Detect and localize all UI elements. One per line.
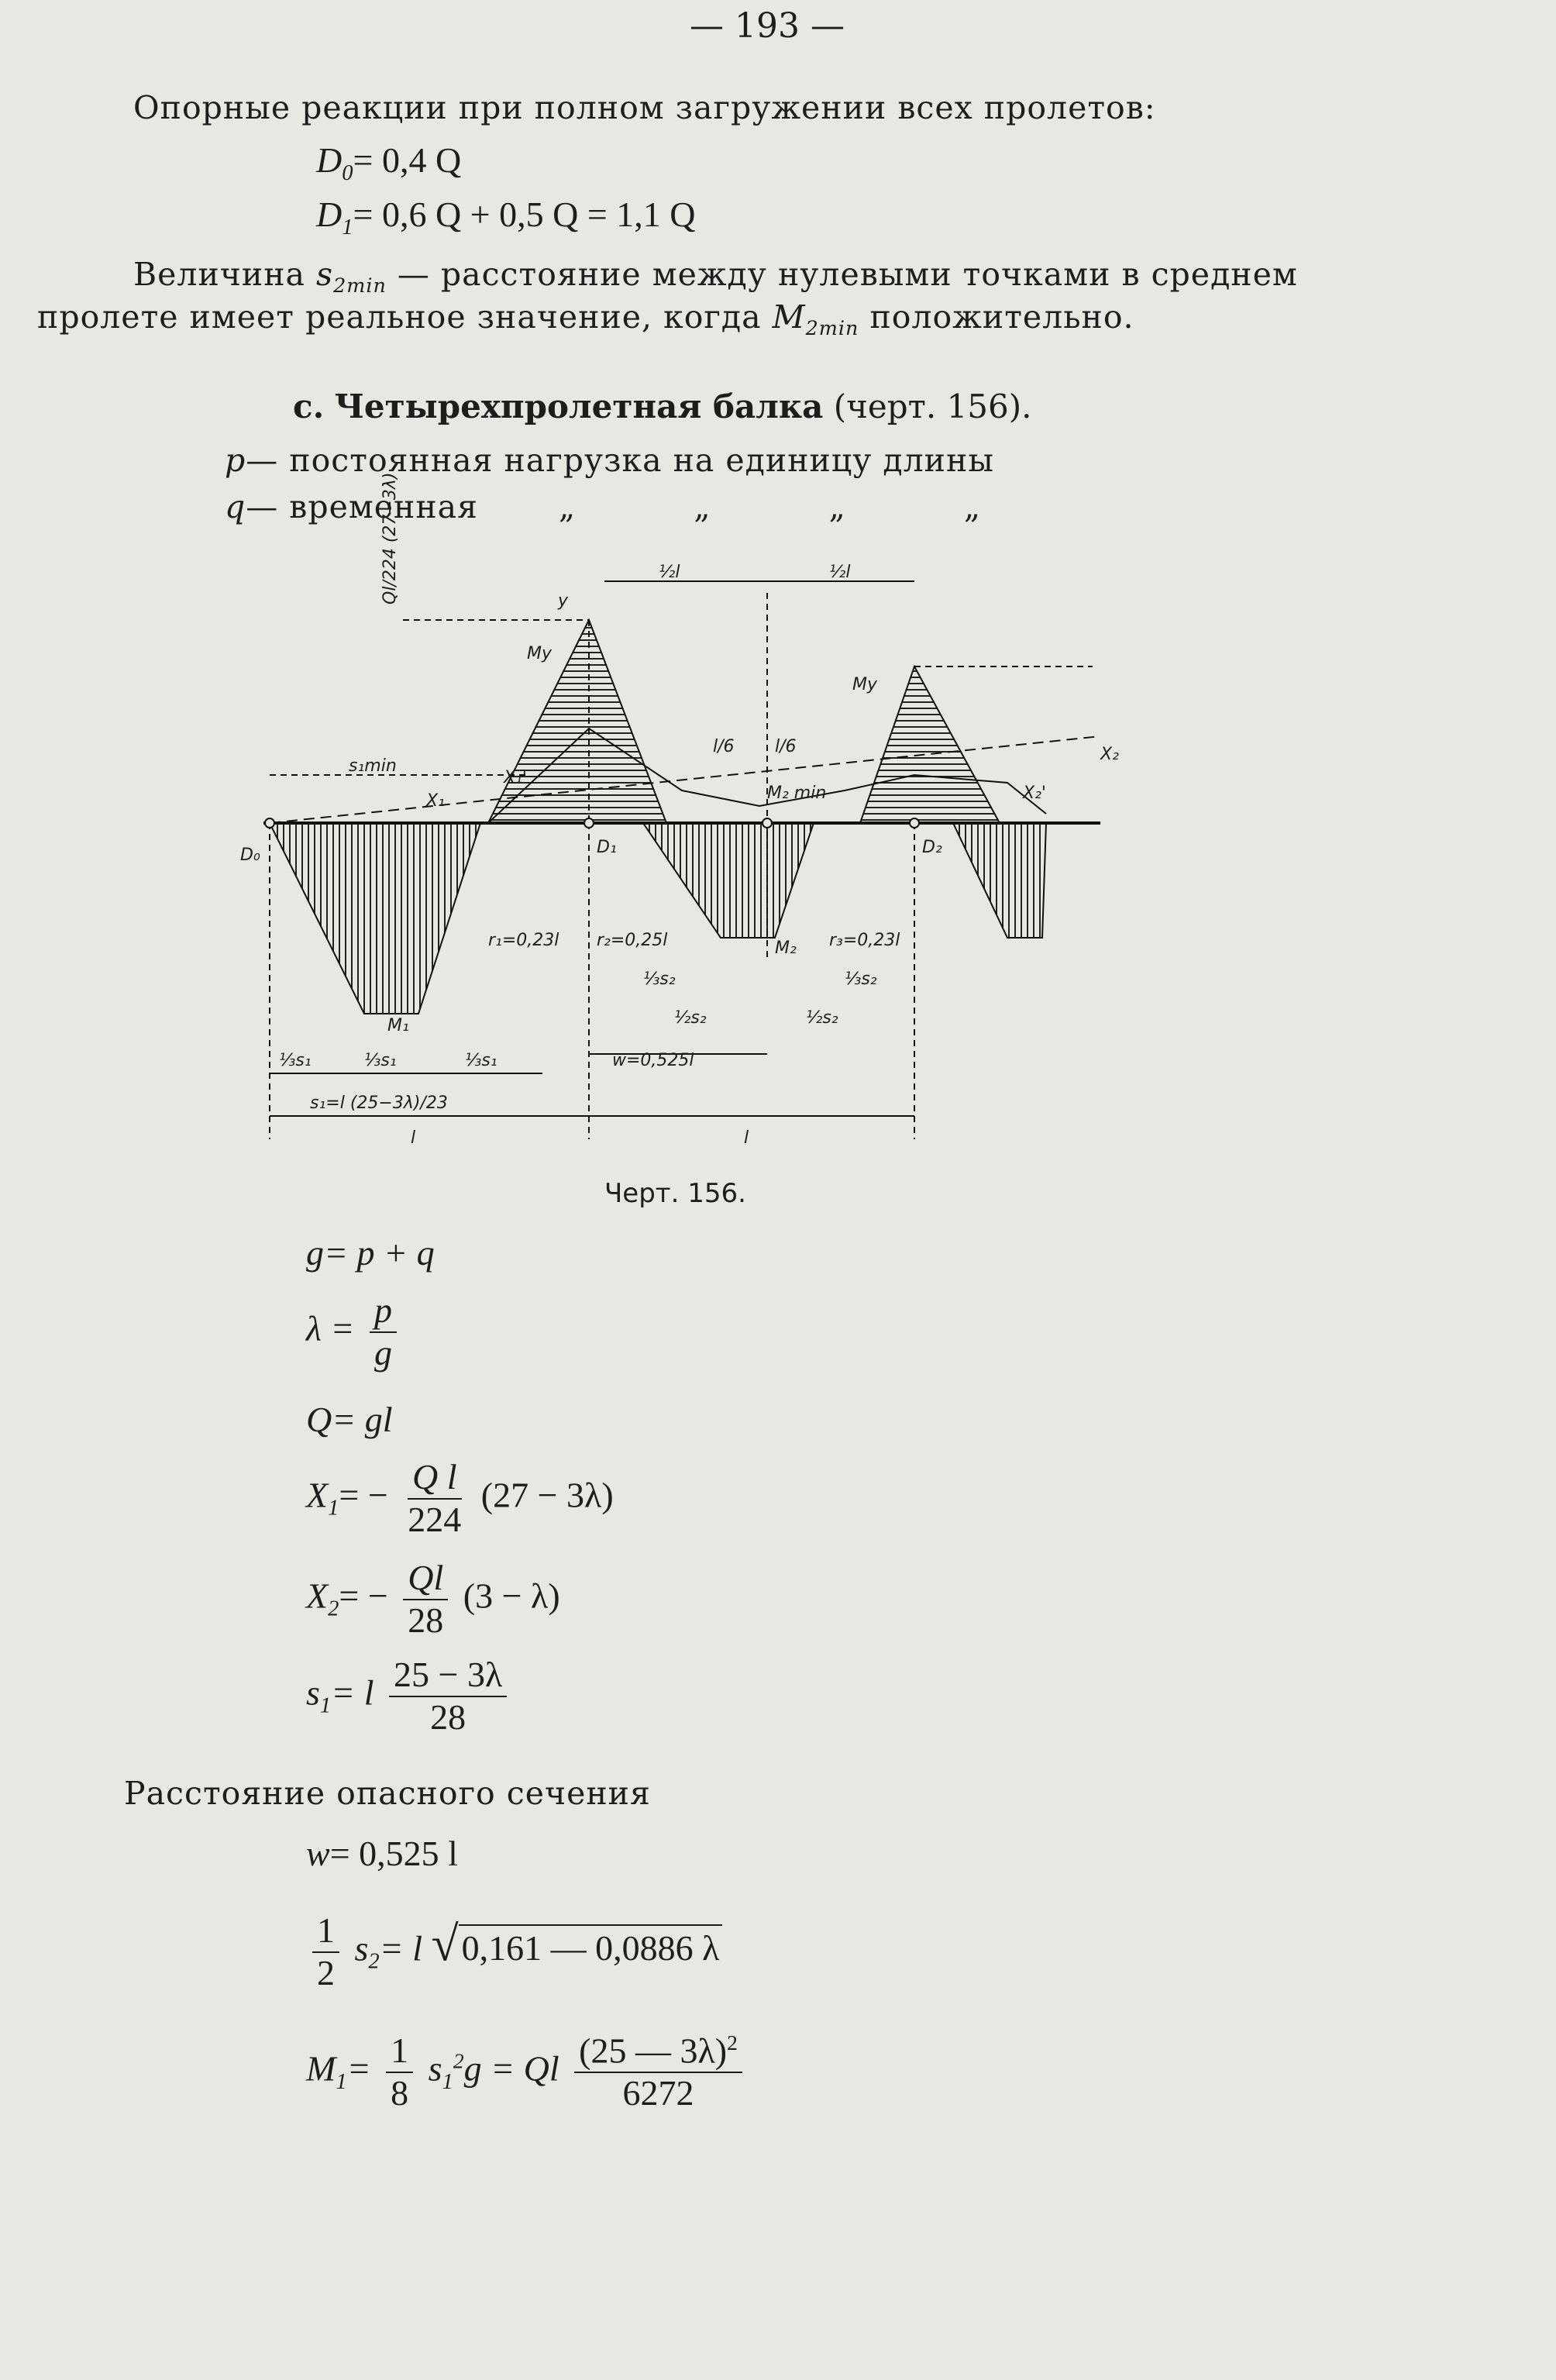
label-w: w=0,525l (612, 1051, 694, 1070)
page-number: — 193 — (690, 6, 845, 46)
label-x2-prime: X₂' (1023, 784, 1046, 803)
moment-area-span2 (643, 823, 814, 938)
formula-half-s2: $\frac{1}{2}$ $s_2= l$ √0,161 — 0,0886 λ (306, 1910, 722, 1994)
label-half-s2-2: ½s₂ (806, 1008, 838, 1028)
formula-x1: $X_1=$ − $\frac{\text{Q l}}{224}$ (27 − 3λ) (306, 1457, 614, 1539)
formula-s1: $s_1= l$ $\frac{25 - 3\lambda}{28}$ (306, 1655, 513, 1738)
section-heading: с. Четырехпролетная балка (черт. 156). (293, 387, 1032, 425)
label-x2: X₂ (1100, 745, 1119, 764)
definition-q: q— временная „ „ „ „ (225, 488, 1035, 525)
label-half-s2-1: ½s₂ (674, 1008, 707, 1028)
formula-m1: $M_1=$ $\frac{1}{8}$ $s_1^2g = Ql$ $\frac{(25 — 3\lambda)^2}{6272}$ (306, 2030, 749, 2114)
label-m1: M₁ (387, 1016, 409, 1035)
moment-area-span3 (953, 823, 1046, 938)
label-y: y (558, 591, 569, 611)
moment-peak-support2 (860, 666, 1000, 823)
label-l-2: l (744, 1128, 749, 1148)
label-r1: r₁=0,23l (488, 931, 559, 950)
paragraph-s2min-line2: пролете имеет реальное значение, когда $M_{2min}$ положительно. (37, 298, 1134, 340)
label-d1: D₁ (597, 838, 617, 857)
label-s1-formula: s₁=l (25−3λ)/23 (310, 1094, 448, 1113)
label-third-s1-3: ⅓s₁ (465, 1051, 497, 1070)
label-r2: r₂=0,25l (597, 931, 668, 950)
label-r3: r₃=0,23l (829, 931, 900, 950)
formula-lambda: λ = $\frac{p}{g}$ (306, 1290, 403, 1374)
label-l-1: l (411, 1128, 416, 1148)
label-x1: X₁ (426, 791, 445, 811)
equation-d0: $D_0= 0,4$ Q (316, 140, 462, 186)
label-s1min: s₁min (349, 756, 397, 776)
formula-g: g= p + q (306, 1233, 435, 1273)
label-x1-prime: X₁' (504, 768, 527, 787)
equation-d1: $D_1= 0,6$ Q + 0,5 Q = 1,1 Q (316, 195, 696, 240)
definition-p: p— постоянная нагрузка на единицу длины (225, 442, 994, 479)
formula-Q: Q= gl (306, 1400, 393, 1439)
paragraph-dangerous-section: Расстояние опасного сечения (124, 1775, 651, 1812)
moment-peak-support1 (488, 620, 666, 823)
label-third-s2-2: ⅓s₂ (845, 970, 877, 989)
label-m2: M₂ (775, 939, 797, 958)
label-half-l-2: ½l (829, 563, 851, 582)
label-d2: D₂ (922, 838, 942, 857)
moment-area-span1 (270, 823, 573, 1014)
paragraph-support-reactions: Опорные реакции при полном загружении всех пролетов: (133, 89, 1156, 126)
label-my-2: My (852, 675, 878, 694)
label-half-l-1: ½l (659, 563, 680, 582)
label-m2min: M₂ min (767, 784, 827, 803)
formula-x2: $X_2=$ − $\frac{Ql}{28}$ (3 − λ) (306, 1558, 560, 1640)
label-l6-1: l/6 (713, 737, 735, 756)
formula-w: w= 0,525 l (306, 1834, 458, 1873)
label-my-1: My (527, 644, 553, 663)
label-third-s1-2: ⅓s₁ (364, 1051, 397, 1070)
label-third-s1-1: ⅓s₁ (279, 1051, 312, 1070)
label-left-dim: Ql/224 (27−3λ) (380, 472, 400, 604)
paragraph-s2min-line1: Величина $s_{2min}$ — расстояние между нулевыми точками в среднем (133, 256, 1298, 298)
label-third-s2-1: ⅓s₂ (643, 970, 676, 989)
label-l6-2: l/6 (775, 737, 797, 756)
label-d0: D₀ (240, 846, 260, 865)
figure-caption: Черт. 156. (604, 1178, 746, 1209)
